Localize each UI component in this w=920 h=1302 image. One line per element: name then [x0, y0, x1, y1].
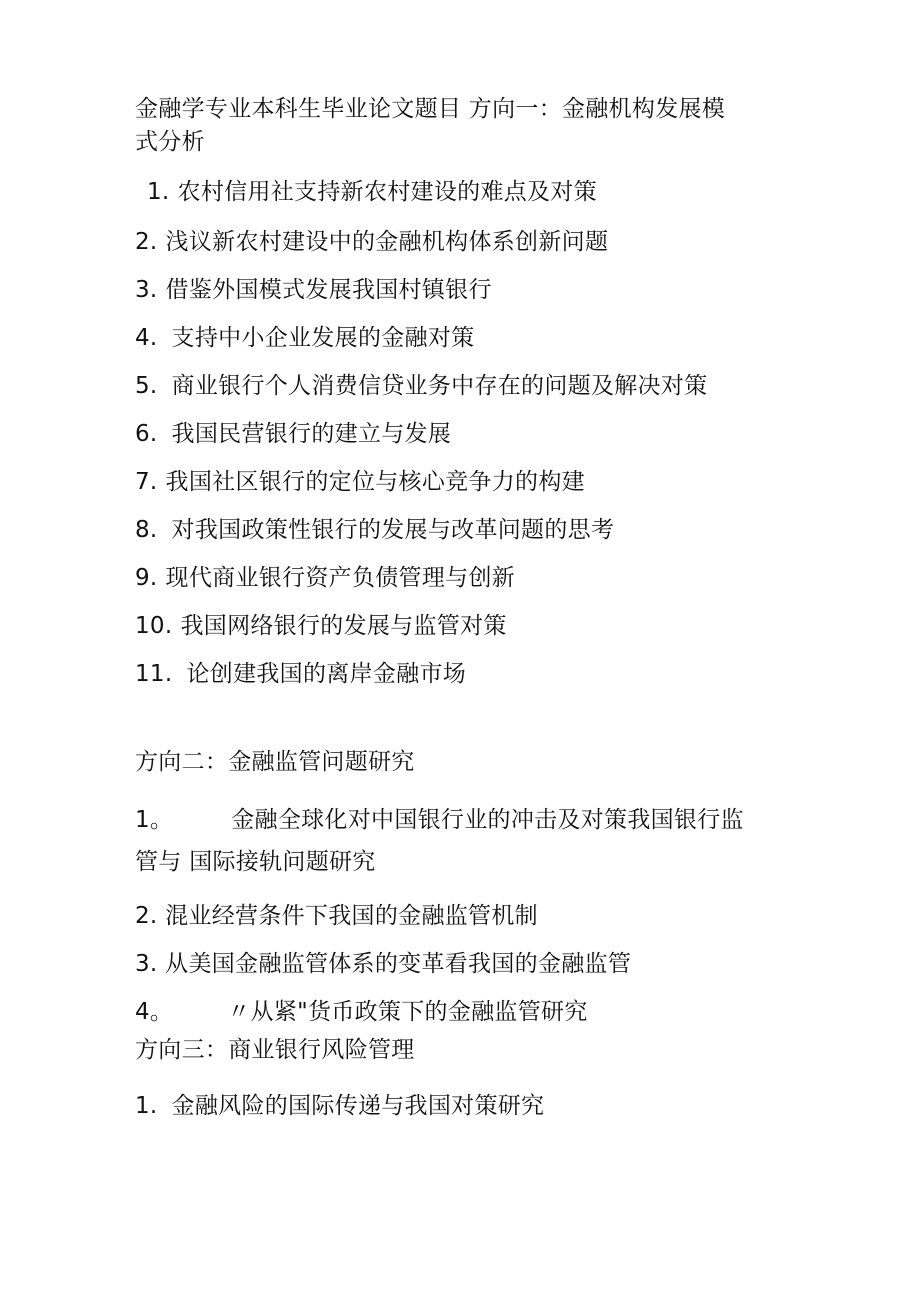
list-item-text: 浅议新农村建设中的金融机构体系创新问题	[165, 229, 609, 255]
list-item	[135, 996, 588, 1028]
list-item-number: 7.	[135, 469, 158, 495]
list-item-text: 论创建我国的离岸金融市场	[186, 661, 467, 687]
list-item-number: 11.	[135, 661, 173, 687]
list-item-number: 3.	[135, 277, 158, 303]
list-item	[135, 418, 451, 450]
list-item-text: 我国民营银行的建立与发展	[171, 421, 452, 447]
list-item-text: 对我国政策性银行的发展与改革问题的思考	[171, 517, 615, 543]
list-item: 3. 从美国金融监管体系的变革看我国的金融监管	[135, 951, 632, 977]
list-item-text: 现代商业银行资产负债管理与创新	[165, 565, 516, 591]
list-item-number: 4.	[135, 325, 158, 351]
list-item-number: 2.	[135, 229, 158, 255]
list-item-text: 借鉴外国模式发展我国村镇银行	[165, 277, 492, 303]
list-item	[135, 370, 707, 402]
list-item-text: 〃从紧"货币政策下的金融监管研究	[227, 999, 588, 1025]
list-item	[147, 176, 597, 208]
list-item-text: 商业银行个人消费信贷业务中存在的问题及解决对策	[171, 373, 708, 399]
list-item-number: 5.	[135, 373, 158, 399]
list-item-text: 我国社区银行的定位与核心竞争力的构建	[165, 469, 585, 495]
list-item: 2. 混业经营条件下我国的金融监管机制	[135, 903, 538, 929]
list-item-number: 4。	[135, 999, 174, 1025]
list-item	[135, 804, 744, 836]
list-item	[135, 610, 507, 642]
list-item	[135, 322, 474, 354]
list-item-text: 金融风险的国际传递与我国对策研究	[171, 1093, 545, 1119]
list-item	[135, 514, 614, 546]
list-item	[135, 1090, 544, 1122]
list-item-text: 支持中小企业发展的金融对策	[171, 325, 475, 351]
list-item-number: 6.	[135, 421, 158, 447]
list-item	[135, 562, 515, 594]
list-item-number: 10.	[135, 613, 173, 639]
list-item-continuation: 管与 国际接轨问题研究	[135, 849, 376, 875]
list-item-number: 9.	[135, 565, 158, 591]
list-item-number: 1。	[135, 807, 174, 833]
list-item	[135, 274, 492, 306]
document-title-line-1: 金融学专业本科生毕业论文题目 方向一：金融机构发展模	[135, 96, 726, 122]
section-heading: 方向二：金融监管问题研究	[135, 749, 415, 775]
list-item-text: 金融全球化对中国银行业的冲击及对策我国银行监	[231, 807, 744, 833]
list-item-number: 1.	[135, 1093, 158, 1119]
list-item-text: 我国网络银行的发展与监管对策	[180, 613, 507, 639]
list-item	[135, 226, 608, 258]
list-item-number: 1.	[147, 179, 170, 205]
section-heading: 方向三：商业银行风险管理	[135, 1037, 415, 1063]
document-title-line-2: 式分析	[135, 129, 205, 155]
list-item-number: 8.	[135, 517, 158, 543]
list-item	[135, 658, 466, 690]
list-item-text: 农村信用社支持新农村建设的难点及对策	[177, 179, 597, 205]
list-item	[135, 466, 585, 498]
